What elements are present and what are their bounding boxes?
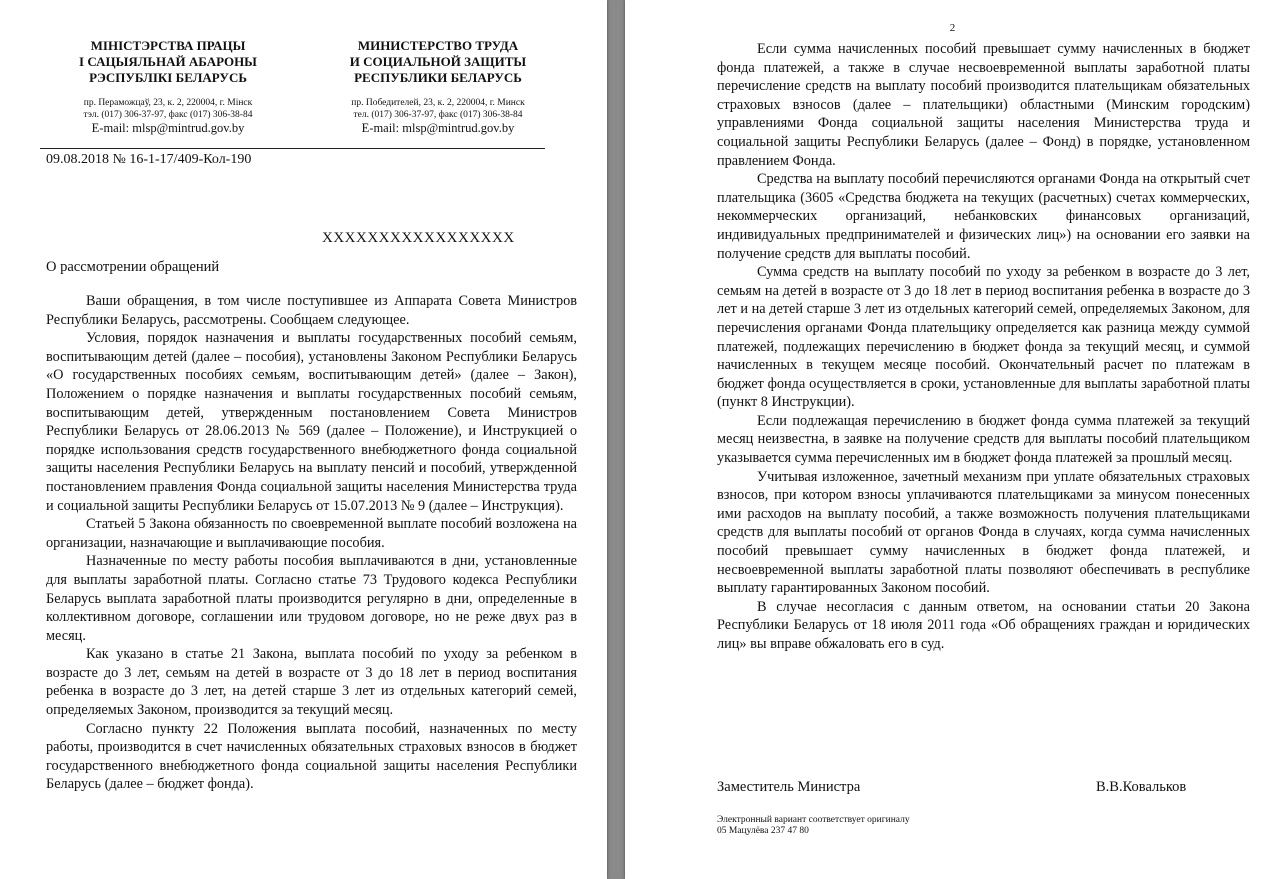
note-line: 05 Мацулёва 237 47 80 <box>717 826 809 836</box>
page-1-body <box>46 292 577 794</box>
document-page-2 <box>625 0 1280 879</box>
org-name-line: МІНІСТЭРСТВА ПРАЦЫ <box>90 38 246 53</box>
footer-note <box>717 815 910 837</box>
page-number: 2 <box>949 22 956 34</box>
org-name-line: РЕСПУБЛИКИ БЕЛАРУСЬ <box>354 70 522 85</box>
org-name-line: МИНИСТЕРСТВО ТРУДА <box>357 38 519 53</box>
header-divider <box>40 148 545 149</box>
note-line: Электронный вариант соответствует оригиналу <box>717 815 910 825</box>
org-name-line: И СОЦИАЛЬНОЙ ЗАЩИТЫ <box>349 54 527 69</box>
paragraph: В случае несогласия с данным ответом, на основании статьи 20 Закона Республики Беларусь от 18 июля 2011 года «Об обращениях граждан и юридических лиц» вы вправе обжаловать его в суд. <box>717 598 1250 652</box>
paragraph: Согласно пункту 22 Положения выплата пособий, назначенных по месту работы, производится в счет начисленных обязательных страховых взносов в бюджет государственного внебюджетного фонда социальной защиты населения Республики Беларусь (далее – бюджет фонда). <box>46 720 577 793</box>
paragraph: Учитывая изложенное, зачетный механизм при уплате обязательных страховых взносов, при котором взносы уплачиваются плательщиками за минусом понесенных ими расходов на выплату пособий, а также возможность получения плательщиками средств для выплаты пособий от органов Фонда в случаях, когда сумма начисленных пособий превышает сумму начисленных в бюджет фонда платежей, и несвоевременной выплаты заработной платы позволяют обеспечивать в республике выплату гарантированных Законом пособий. <box>717 468 1250 597</box>
paragraph: Как указано в статье 21 Закона, выплата пособий по уходу за ребенком в возрасте до 3 лет, семьям на детей в возрасте от 3 до 18 лет в период воспитания ребенка в возрасте до 3 лет, на детей старше 3 лет из отдельных категорий семей, определяемых Законом, производится за текущий месяц. <box>46 646 577 719</box>
header-belarusian <box>48 38 288 136</box>
paragraph: Если сумма начисленных пособий превышает сумму начисленных в бюджет фонда платежей, а также в случае несвоевременной выплаты заработной платы перечисление средств на выплату пособий производится плательщикам обязательных страховых взносов (далее – плательщики) областными (Минским городским) управлениями Фонда социальной защиты населения Министерства труда и социальной защиты Республики Беларусь (далее – Фонд) в порядке, установленном правлением Фонда. <box>717 41 1250 169</box>
address-line: пр. Победителей, 23, к. 2, 220004, г. Минск <box>351 98 525 108</box>
document-number: 09.08.2018 № 16-1-17/409-Кол-190 <box>46 152 252 167</box>
org-name-line: І САЦЫЯЛЬНАЙ АБАРОНЫ <box>79 54 257 69</box>
phone-line: тэл. (017) 306-37-97, факс (017) 306-38-84 <box>83 110 253 120</box>
addressee: XXXXXXXXXXXXXXXXX <box>322 230 515 246</box>
header-russian <box>318 38 558 136</box>
page-2-body <box>717 40 1250 654</box>
paragraph: Условия, порядок назначения и выплаты государственных пособий семьям, воспитывающим детей (далее – пособия), установлены Законом Республики Беларусь «О государственных пособиях семьям, воспитывающим детей» (далее – Закон), Положением о порядке назначения и выплаты государственных пособий семьям, воспитывающим детей, утвержденным постановлением Совета Министров Республики Беларусь от 28.06.2013 № 569 (далее – Положение), и Инструкцией о порядке использования средств государственного внебюджетного фонда социальной защиты населения Республики Беларусь на выплату пенсий и пособий, утвержденной постановлением правления Фонда социальной защиты населения Министерства труда и социальной защиты Республики Беларусь от 15.07.2013 № 9 (далее – Инструкция). <box>46 330 577 514</box>
signature-name: В.В.Ковальков <box>1096 779 1187 795</box>
address-line: пр. Пераможцаў, 23, к. 2, 220004, г. Мінск <box>83 98 253 108</box>
paragraph: Сумма средств на выплату пособий по уходу за ребенком в возрасте до 3 лет, семьям на детей в возрасте от 3 до 18 лет в период воспитания ребенка в возрасте до 3 лет и на детей старше 3 лет из отдельных категорий семей, определяемых Законом, для перечисления органами Фонда плательщику определяется как разница между суммой платежей, подлежащих перечислению в бюджет фонда за текущий месяц, и суммой начисленных в текущем месяце пособий. Окончательный расчет по платежам в бюджет фонда осуществляется в сроки, установленные для выплаты заработной платы (пункт 8 Инструкции). <box>717 264 1250 411</box>
phone-line: тел. (017) 306-37-97, факс (017) 306-38-84 <box>353 110 523 120</box>
org-name-line: РЭСПУБЛІКІ БЕЛАРУСЬ <box>89 70 247 85</box>
document-subject: О рассмотрении обращений <box>46 259 220 275</box>
signature-title: Заместитель Министра <box>717 779 861 795</box>
document-page-1 <box>0 0 607 879</box>
email-line: E-mail: mlsp@mintrud.gov.by <box>91 121 245 135</box>
paragraph: Средства на выплату пособий перечисляются органами Фонда на открытый счет плательщика (3605 «Средства бюджета на текущих (расчетных) счетах коммерческих, некоммерческих организаций, небанковских финансовых организаций, индивидуальных предпринимателей и физических лиц») на основании его заявки на получение средств для выплаты пособий. <box>717 171 1250 262</box>
paragraph: Ваши обращения, в том числе поступившее из Аппарата Совета Министров Республики Беларусь, рассмотрены. Сообщаем следующее. <box>46 293 577 328</box>
paragraph: Статьей 5 Закона обязанность по своевременной выплате пособий возложена на организации, назначающие и выплачивающие пособия. <box>46 516 577 551</box>
email-line: E-mail: mlsp@mintrud.gov.by <box>361 121 515 135</box>
paragraph: Если подлежащая перечислению в бюджет фонда сумма платежей за текущий месяц неизвестна, в заявке на получение средств для выплаты пособий плательщиком указывается сумма перечисленных им в бюджет фонда платежей за прошлый месяц. <box>717 412 1250 467</box>
paragraph: Назначенные по месту работы пособия выплачиваются в дни, установленные для выплаты заработной платы. Согласно статье 73 Трудового кодекса Республики Беларусь выплата заработной платы производится регулярно в дни, определенные в коллективном договоре, соглашении или трудовом договоре, но не реже двух раз в месяц. <box>46 553 577 644</box>
